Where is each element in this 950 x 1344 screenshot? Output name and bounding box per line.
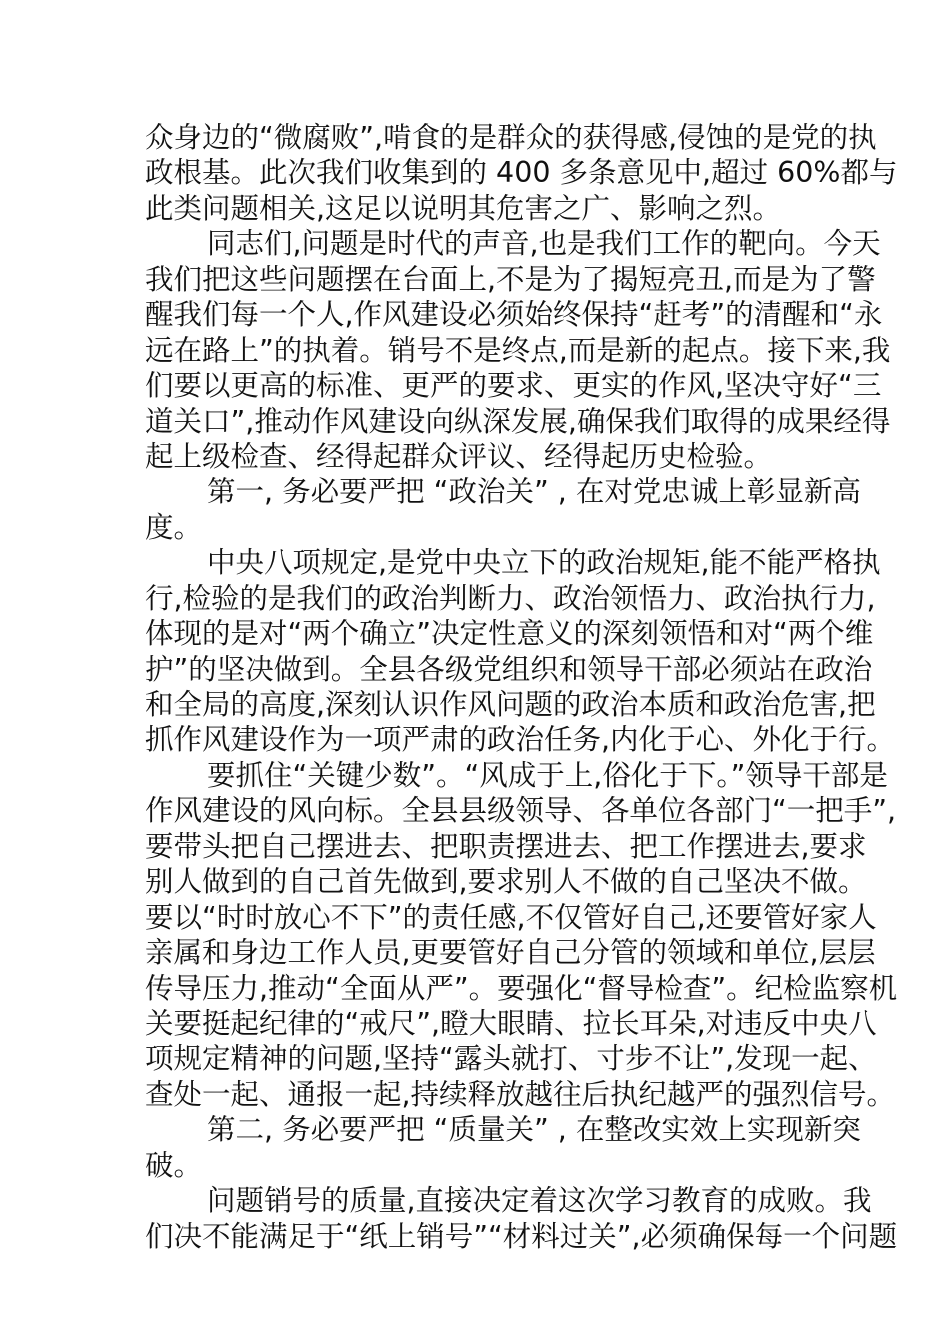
section-heading-line: 破。: [145, 1148, 203, 1182]
text-line: 众身边的“微腐败”,啃食的是群众的获得感,侵蚀的是党的执: [145, 121, 877, 154]
text-line: 作风建设的风向标。全县县级领导、各单位各部门“一把手”,: [145, 794, 897, 828]
section-heading-line: 第二, 务必要严把 “质量关” , 在整改实效上实现新突: [207, 1113, 861, 1147]
text-line: 亲属和身边工作人员,更要管好自己分管的领域和单位,层层: [145, 936, 876, 970]
text-line: 抓作风建设作为一项严肃的政治任务,内化于心、外化于行。: [145, 723, 896, 757]
text-line: 问题销号的质量,直接决定着这次学习教育的成败。我: [207, 1184, 872, 1218]
text-line: 体现的是对“两个确立”决定性意义的深刻领悟和对“两个维: [145, 617, 874, 651]
text-line: 们要以更高的标准、更严的要求、更实的作风,坚决守好“三: [145, 369, 882, 403]
text-line: 起上级检查、经得起群众评议、经得起历史检验。: [145, 439, 773, 473]
text-line: 中央八项规定,是党中央立下的政治规矩,能不能严格执: [207, 546, 881, 580]
text-line: 查处一起、通报一起,持续释放越往后执纪越严的强烈信号。: [145, 1077, 896, 1111]
text-line: 远在路上”的执着。销号不是终点,而是新的起点。接下来,我: [145, 333, 891, 367]
text-line: 们决不能满足于“纸上销号”“材料过关”,必须确保每一个问题: [145, 1219, 898, 1253]
text-line: 关要挺起纪律的“戒尺”,瞪大眼睛、拉长耳朵,对违反中央八: [145, 1006, 877, 1040]
section-heading-line: 第一, 务必要严把 “政治关” , 在对党忠诚上彰显新高: [207, 475, 861, 509]
text-line: 别人做到的自己首先做到,要求别人不做的自己坚决不做。: [145, 865, 867, 899]
text-line: 同志们,问题是时代的声音,也是我们工作的靶向。今天: [207, 227, 881, 261]
text-line: 醒我们每一个人,作风建设必须始终保持“赶考”的清醒和“永: [145, 298, 883, 332]
document-page: [145, 120, 898, 1254]
text-line: 和全局的高度,深刻认识作风问题的政治本质和政治危害,把: [145, 688, 876, 721]
text-line: 行,检验的是我们的政治判断力、政治领悟力、政治执行力,: [145, 581, 876, 615]
text-line: 传导压力,推动“全面从严”。要强化“督导检查”。纪检监察机: [145, 971, 898, 1005]
text-line: 道关口”,推动作风建设向纵深发展,确保我们取得的成果经得: [145, 404, 891, 438]
text-line: 此类问题相关,这足以说明其危害之广、影响之烈。: [145, 191, 782, 225]
text-line: 护”的坚决做到。全县各级党组织和领导干部必须站在政治: [145, 652, 873, 686]
text-line: 项规定精神的问题,坚持“露头就打、寸步不让”,发现一起、: [145, 1042, 877, 1076]
text-line: 要带头把自己摆进去、把职责摆进去、把工作摆进去,要求: [145, 829, 867, 863]
text-line: 要抓住“关键少数”。“风成于上,俗化于下。”领导干部是: [207, 758, 888, 792]
section-heading-line: 度。: [145, 510, 203, 544]
text-line: 政根基。此次我们收集到的 400 多条意见中,超过 60%都与: [145, 156, 898, 190]
text-line: 要以“时时放心不下”的责任感,不仅管好自己,还要管好家人: [145, 900, 877, 934]
text-line: 我们把这些问题摆在台面上,不是为了揭短亮丑,而是为了警: [145, 262, 876, 296]
